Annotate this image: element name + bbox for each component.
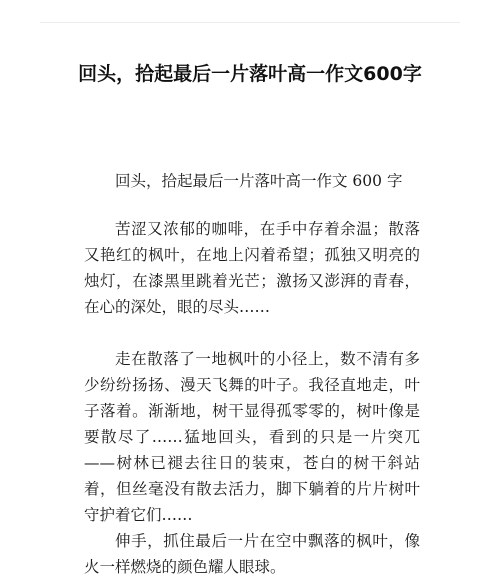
body-paragraph-1: 苦涩又浓郁的咖啡，在手中存着余温；散落又艳红的枫叶，在地上闪着希望；孤独又明亮的烛灯，在漆黑里跳着光芒；激扬又澎湃的青春，在心的深处，眼的尽头……: [84, 220, 420, 316]
header-rule: [40, 22, 460, 23]
document-title: 回头，拾起最后一片落叶高一作文600字: [78, 63, 422, 85]
body-paragraph-3: 伸手，抓住最后一片在空中飘落的枫叶，像火一样燃烧的颜色耀人眼球。: [84, 532, 420, 576]
body-paragraph-2: 走在散落了一地枫叶的小径上，数不清有多少纷纷扬扬、漫天飞舞的叶子。我径直地走，叶子落着。渐渐地，树干显得孤零零的，树叶像是要散尽了……猛地回头，看到的只是一片突兀——树林已褪去往日的装束，苍白的树干斜站着，但丝毫没有散去活力，脚下躺着的片片树叶守护着它们……: [84, 350, 420, 524]
subtitle-paragraph: 回头，拾起最后一片落叶高一作文 600 字: [115, 172, 403, 190]
